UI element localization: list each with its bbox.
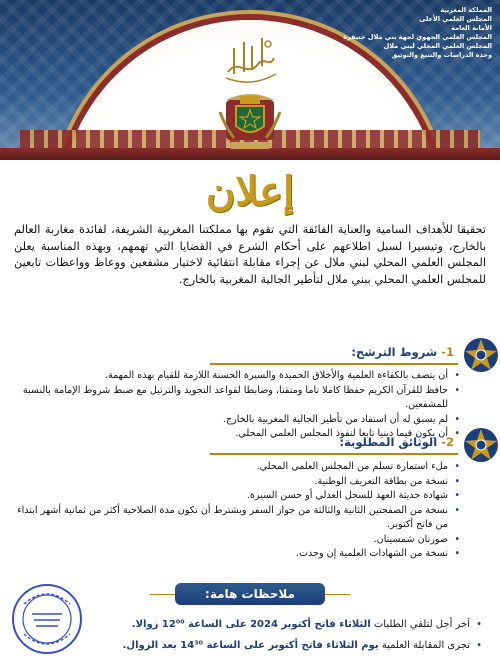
list-item: • لم يسبق له أن استفاد من تأطير الجالية المغربية بالخارج. xyxy=(14,413,462,428)
royal-monogram-icon xyxy=(218,28,282,88)
requirements-list xyxy=(14,369,462,442)
list-item: • أن يكون قيما دينيا تابعا لنفوذ المجلس العلمي المحلي. xyxy=(14,427,462,442)
official-stamp-icon xyxy=(10,582,84,656)
documents-list xyxy=(14,460,462,562)
list-item: • ملء استمارة تسلم من المجلس العلمي المحلي. xyxy=(14,460,462,475)
section-2-number: 2- xyxy=(441,435,454,449)
section-1-number: 1- xyxy=(441,345,454,359)
rosette-ornament-icon xyxy=(462,336,500,374)
coat-of-arms-icon xyxy=(216,92,284,154)
note-highlight: الثلاثاء فاتح أكتوبر 2024 على الساعة 12⁰⁰ زوالا. xyxy=(131,619,371,630)
list-item: • نسخة من بطاقة التعريف الوطنية. xyxy=(14,475,462,490)
notes-heading: ملاحظات هامة: xyxy=(175,583,325,605)
note-item xyxy=(14,614,484,635)
section-1-heading xyxy=(351,345,454,359)
note-highlight: يوم الثلاثاء فاتح أكتوبر على الساعة 14³⁰ بعد الزوال. xyxy=(122,640,379,651)
institution-line: المجلس العلمي الأعلى xyxy=(419,15,492,23)
section-2-heading xyxy=(339,435,454,449)
section-1-title: شروط الترشح: xyxy=(351,345,438,359)
header-banner xyxy=(0,0,500,160)
rosette-ornament-icon xyxy=(462,426,500,464)
notes-list xyxy=(14,614,484,656)
list-item: • نسخة من الشهادات العلمية إن وجدت. xyxy=(14,547,462,562)
institution-line: وحدة الدراسات والتتبع والتوثيق xyxy=(391,51,492,59)
list-item: • أن يتصف بالكفاءة العلمية والأخلاق الحميدة والسيرة الحسنة اللازمة للقيام بهذه المهمة. xyxy=(14,369,462,384)
institution-block xyxy=(312,6,492,60)
institution-line: المملكة المغربية xyxy=(440,6,492,14)
list-item: • شهادة حديثة العهد للسجل العدلي أو حسن السيرة. xyxy=(14,489,462,504)
list-item: • حافظ للقرآن الكريم حفظا كاملا تاما ومتقنا، وضابطا لقواعد التجويد والترتيل مع ضبط شروط الإمامة بالنسبة للمشفعين. xyxy=(14,384,462,413)
institution-line: الأمانة العامة xyxy=(451,24,492,32)
institution-line: المجلس العلمي الجهوي لجهة بني ملال خنيفرة xyxy=(343,33,492,41)
note-text: تجرى المقابلة العلمية xyxy=(378,640,470,651)
list-item: • نسخة من الصفحتين الثانية والثالثة من جواز السفر ويشترط أن تكون مدة الصلاحية أكثر من ثمانية أشهر ابتداء من فاتح أكتوبر. xyxy=(14,504,462,533)
note-text: آخر أجل لتلقي الطلبات xyxy=(370,619,470,630)
section-2-title: الوثائق المطلوبة: xyxy=(339,435,438,449)
list-item: • صورتان شمسيتان. xyxy=(14,533,462,548)
page-title: إعلان xyxy=(205,168,295,215)
intro-paragraph: تحقيقا للأهداف السامية والعناية الفائقة التي تقوم بها مملكتنا المغربية الشريفة، لفائدة مغاربة العالم بالخارج، وتيسيرا لسبل اطلاعهم على أحكام الشرع في القضايا التي تهمهم، وبهذه المناسبة يعلن المجلس العلمي المحلي لبني ملال عن إجراء مقابلة انتقائية لاختيار مشفعين ووعاظ وواعظات تابعين للمجلس العلمي المحلي ببني ملال لتأطير الجالية المغربية بالخارج. xyxy=(14,223,486,286)
note-item xyxy=(14,635,484,656)
institution-line: المجلس العلمي المحلي لبني ملال xyxy=(383,42,492,50)
